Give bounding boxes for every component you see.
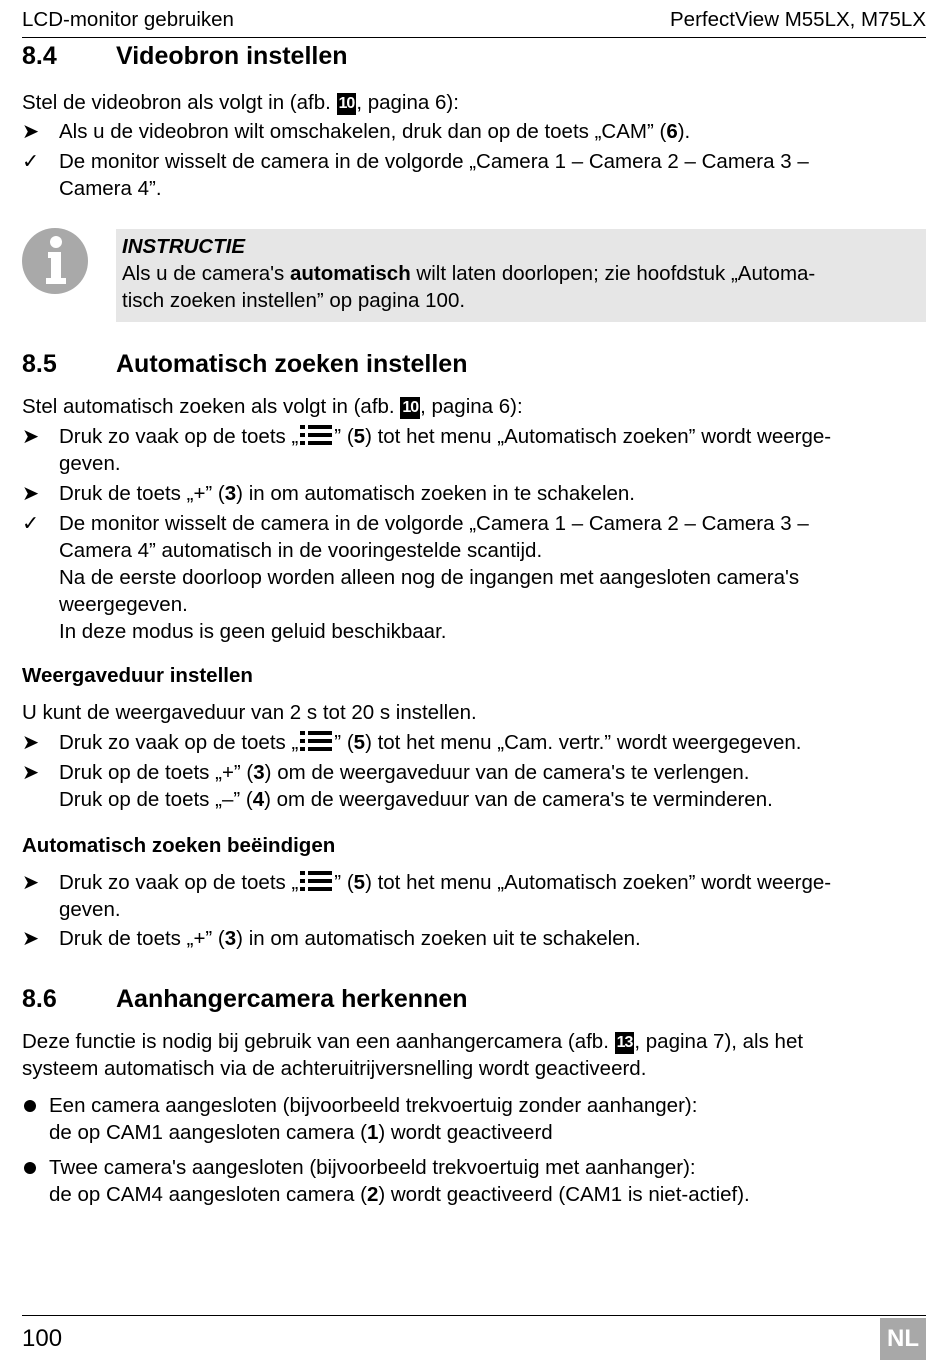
key-ref: 4	[252, 788, 265, 811]
bullet-icon	[24, 1100, 36, 1112]
instruction-step	[22, 729, 926, 756]
step-text: ” (	[334, 425, 354, 448]
result-text: Na de eerste doorloop worden alleen nog de ingangen met aangesloten camera's	[59, 566, 800, 589]
subheading-stop-auto-search: Automatisch zoeken beëindigen	[22, 834, 336, 857]
section-8-4-heading	[22, 41, 348, 71]
info-icon	[22, 228, 88, 294]
list-text: Twee camera's aangesloten (bijvoorbeeld trekvoertuig met aanhanger):	[49, 1156, 696, 1179]
list-text: de op CAM1 aangesloten camera (	[49, 1121, 367, 1144]
result-text: De monitor wisselt de camera in de volgorde „Camera 1 – Camera 2 – Camera 3 –	[59, 512, 809, 535]
header-divider	[22, 37, 926, 38]
step-text: ) tot het menu „Cam. vertr.” wordt weergegeven.	[365, 731, 802, 754]
instruction-step	[22, 869, 926, 923]
step-text: ” (	[334, 871, 354, 894]
section-8-4-intro	[22, 89, 926, 116]
step-text: Druk zo vaak op de toets „	[59, 425, 299, 448]
key-ref: 5	[353, 871, 366, 894]
intro-text: Deze functie is nodig bij gebruik van een aanhangercamera (afb.	[22, 1030, 615, 1053]
step-text: Druk zo vaak op de toets „	[59, 871, 299, 894]
instruction-step	[22, 759, 926, 813]
list-item	[22, 1092, 926, 1146]
check-icon: ✓	[22, 512, 40, 535]
section-number: 8.5	[22, 350, 57, 378]
step-text: ) tot het menu „Automatisch zoeken” wordt weerge-	[365, 871, 832, 894]
key-ref: 1	[366, 1121, 379, 1144]
list-text: de op CAM4 aangesloten camera (	[49, 1183, 367, 1206]
step-text: Druk op de toets „+” (	[59, 761, 254, 784]
instruction-step	[22, 423, 926, 477]
subheading-display-duration: Weergaveduur instellen	[22, 664, 253, 687]
key-ref: 5	[353, 425, 366, 448]
step-text-cont: geven.	[59, 452, 121, 475]
note-text-c: wilt laten doorlopen; zie hoofdstuk „Automa-	[410, 262, 816, 285]
list-item	[22, 1154, 926, 1208]
result-text: Camera 4” automatisch in de vooringestelde scantijd.	[59, 539, 543, 562]
instruction-step	[22, 480, 926, 507]
figure-ref-badge: 10	[337, 93, 357, 115]
arrow-icon: ➤	[22, 871, 40, 894]
arrow-icon: ➤	[22, 482, 40, 505]
section-8-5-heading	[22, 349, 467, 379]
duration-intro: U kunt de weergaveduur van 2 s tot 20 s instellen.	[22, 701, 477, 724]
result-text-cont: Camera 4”.	[59, 177, 162, 200]
section-8-5-intro	[22, 393, 926, 420]
arrow-icon: ➤	[22, 761, 40, 784]
step-text: ) om de weergaveduur van de camera's te verlengen.	[264, 761, 750, 784]
running-header-chapter: LCD-monitor gebruiken	[22, 8, 234, 31]
menu-key-icon	[298, 730, 334, 752]
figure-ref-badge: 10	[400, 397, 420, 419]
key-ref: 5	[353, 731, 366, 754]
result-line	[22, 148, 926, 202]
bullet-icon	[24, 1162, 36, 1174]
menu-key-icon	[298, 424, 334, 446]
page-number: 100	[22, 1325, 63, 1352]
list-text: ) wordt geactiveerd	[378, 1121, 553, 1144]
note-text-a: Als u de camera's	[122, 262, 290, 285]
figure-ref-badge: 13	[615, 1032, 635, 1054]
key-ref: 2	[366, 1183, 379, 1206]
key-ref: 3	[253, 761, 265, 784]
result-text: weergegeven.	[59, 593, 188, 616]
key-ref: 6	[666, 120, 678, 143]
step-text: ) tot het menu „Automatisch zoeken” wordt weerge-	[365, 425, 832, 448]
intro-text-end: , pagina 6):	[356, 91, 459, 114]
note-title: INSTRUCTIE	[122, 235, 245, 258]
footer-divider	[22, 1315, 926, 1316]
section-title: Videobron instellen	[116, 42, 348, 70]
step-text: Als u de videobron wilt omschakelen, druk dan op de toets „CAM” (	[59, 120, 667, 143]
note-text-line2: tisch zoeken instellen” op pagina 100.	[122, 289, 466, 312]
section-8-6-heading	[22, 984, 468, 1014]
result-block	[22, 510, 926, 645]
step-text-end: ) in om automatisch zoeken in te schakelen.	[236, 482, 635, 505]
section-title: Aanhangercamera herkennen	[116, 985, 468, 1013]
intro-text-end: , pagina 6):	[420, 395, 523, 418]
intro-text-cont: systeem automatisch via de achteruitrijversnelling wordt geactiveerd.	[22, 1057, 647, 1080]
intro-text: Stel de videobron als volgt in (afb.	[22, 91, 337, 114]
running-header-product: PerfectView M55LX, M75LX	[670, 8, 926, 31]
result-text: De monitor wisselt de camera in de volgorde „Camera 1 – Camera 2 – Camera 3 –	[59, 150, 809, 173]
arrow-icon: ➤	[22, 425, 40, 448]
step-text: Druk op de toets „–” (	[59, 788, 253, 811]
key-ref: 3	[224, 927, 237, 950]
arrow-icon: ➤	[22, 120, 40, 143]
step-text: ” (	[334, 731, 354, 754]
section-number: 8.6	[22, 985, 57, 1013]
section-title: Automatisch zoeken instellen	[116, 350, 468, 378]
step-text-end: ) in om automatisch zoeken uit te schakelen.	[236, 927, 641, 950]
note-emphasis: automatisch	[289, 262, 411, 285]
step-text: Druk de toets „+” (	[59, 927, 225, 950]
arrow-icon: ➤	[22, 731, 40, 754]
intro-text: , pagina 7), als het	[634, 1030, 804, 1053]
step-text-cont: geven.	[59, 898, 121, 921]
language-tab: NL	[880, 1318, 926, 1360]
key-ref: 3	[224, 482, 237, 505]
step-text: ) om de weergaveduur van de camera's te verminderen.	[264, 788, 773, 811]
result-text: In deze modus is geen geluid beschikbaar.	[59, 620, 447, 643]
arrow-icon: ➤	[22, 927, 40, 950]
intro-text: Stel automatisch zoeken als volgt in (afb.	[22, 395, 401, 418]
note-text	[122, 260, 910, 314]
check-icon: ✓	[22, 150, 40, 173]
instruction-step	[22, 925, 926, 952]
list-text: Een camera aangesloten (bijvoorbeeld trekvoertuig zonder aanhanger):	[49, 1094, 698, 1117]
section-8-6-intro	[22, 1028, 926, 1082]
menu-key-icon	[298, 870, 334, 892]
step-text: Druk de toets „+” (	[59, 482, 225, 505]
instruction-step	[22, 118, 926, 145]
step-text-end: ).	[677, 120, 691, 143]
section-number: 8.4	[22, 42, 57, 70]
step-text: Druk zo vaak op de toets „	[59, 731, 299, 754]
list-text: ) wordt geactiveerd (CAM1 is niet-actief).	[378, 1183, 750, 1206]
